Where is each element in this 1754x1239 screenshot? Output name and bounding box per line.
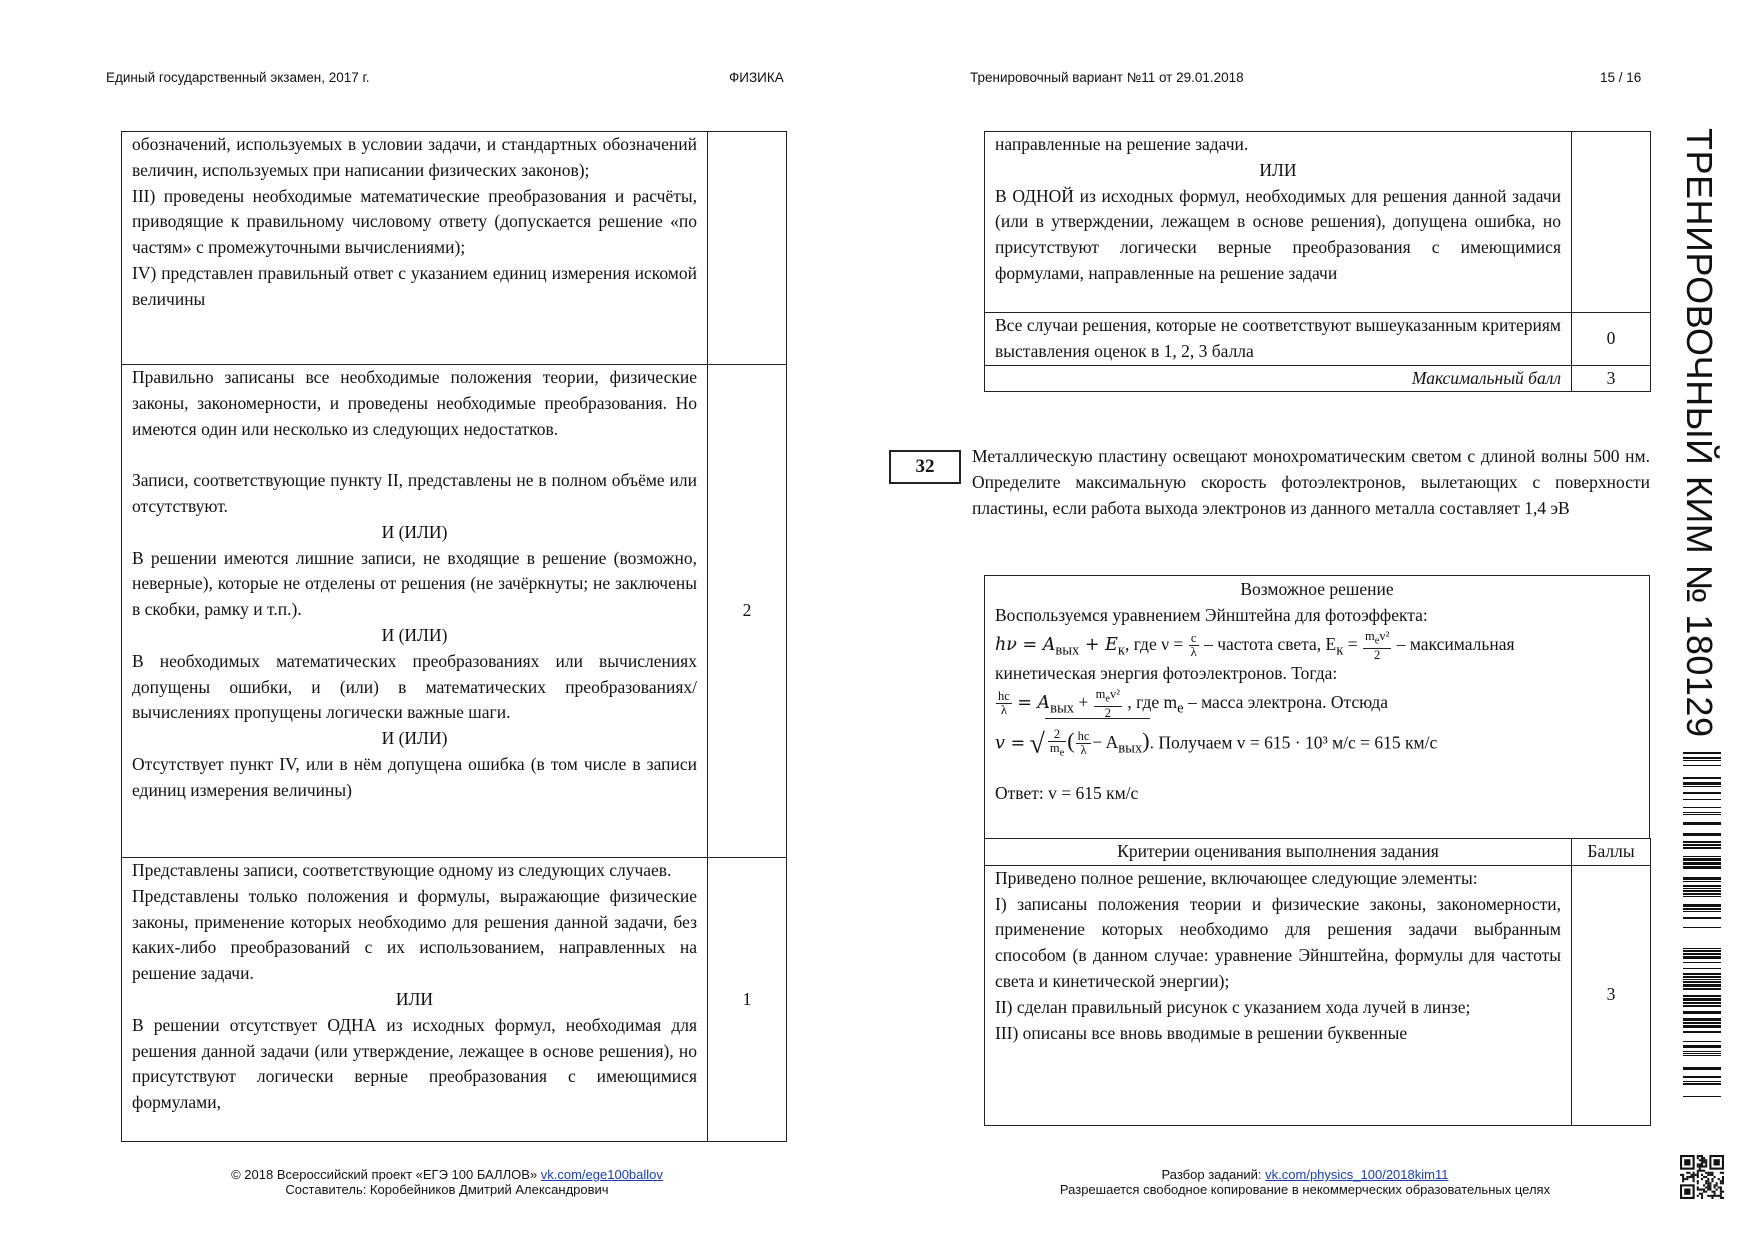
criteria-text xyxy=(122,858,708,1142)
max-score-value: 3 xyxy=(1572,365,1651,392)
formula-sub: e xyxy=(1059,747,1065,759)
criteria-paragraph: Представлены записи, соответствующие одному из следующих случаев. xyxy=(132,860,672,880)
formula-text: – масса электрона. Отсюда xyxy=(1183,692,1389,712)
or-separator: И (ИЛИ) xyxy=(381,624,448,645)
criteria-paragraph: В решении отсутствует ОДНА из исходных формул, необходимая для решения данной задачи (или утверждение, лежащее в основе решения), но присутствуют логически верные преобразования с имеющимися формулами, xyxy=(132,1014,697,1113)
score-header: Баллы xyxy=(1572,839,1651,866)
criteria-paragraph: направленные на решение задачи. xyxy=(995,134,1249,154)
fraction-numerator: hc xyxy=(1077,729,1090,744)
footer-analysis xyxy=(1020,1167,1590,1182)
formula-energy xyxy=(995,686,1639,718)
footer-right xyxy=(1020,1167,1590,1197)
solution-box xyxy=(984,575,1650,838)
formula-text: v² xyxy=(1110,687,1121,702)
page-number: 15 / 16 xyxy=(1600,70,1642,85)
criteria-paragraph: В решении имеются лишние записи, не входящие в решение (возможно, неверные), которые не отделены от решения (не зачёркнуты; не заключены в скобки, рамку и т.п.). xyxy=(132,547,697,620)
formula-velocity xyxy=(995,718,1639,762)
formula-text: hν = A xyxy=(995,635,1056,655)
criteria-paragraph: Записи, соответствующие пункту II, представлены не в полном объёме или отсутствуют. xyxy=(132,470,697,516)
criteria-paragraph: обозначений, используемых в условии задачи, и стандартных обозначений величин, используемых при написании физических законов); xyxy=(132,134,697,180)
side-title-text: ТРЕНИРОВОЧНЫЙ КИМ № 180129 xyxy=(1679,128,1720,738)
formula-text: , где m xyxy=(1127,692,1178,712)
side-title xyxy=(1670,128,1730,738)
task-text: Металлическую пластину освещают монохроматическим светом с длиной волны 500 нм. Определите максимальную скорость фотоэлектронов, вылетающих с поверхности пластины, если работа выхода электронов из данного металла составляет 1,4 эВ xyxy=(972,446,1650,518)
left-criteria-table xyxy=(121,131,787,1142)
fraction-numerator xyxy=(1094,688,1122,707)
formula-sub: e xyxy=(1374,635,1380,647)
formula-result: . Получаем v = 615 · 10³ м/с = 615 км/с xyxy=(1149,732,1438,753)
footer-author: Составитель: Коробейников Дмитрий Александрович xyxy=(285,1182,609,1197)
fraction xyxy=(1189,632,1199,659)
formula-text: m xyxy=(1049,741,1060,756)
fraction-denominator: 2 xyxy=(1104,705,1111,720)
criteria-text xyxy=(985,865,1572,1125)
footer-project-text: © 2018 Всероссийский проект «ЕГЭ 100 БАЛЛОВ» xyxy=(231,1167,538,1182)
fraction-denominator xyxy=(1048,742,1066,760)
criteria-header-row xyxy=(985,839,1651,866)
criteria-score: 2 xyxy=(708,365,787,858)
task-number: 32 xyxy=(889,450,961,484)
criteria-row-0 xyxy=(985,313,1651,366)
formula-sub: e xyxy=(1105,693,1111,705)
formula-text: v² xyxy=(1379,629,1390,644)
fraction-numerator: c xyxy=(1189,632,1199,646)
fraction-numerator: 2 xyxy=(1048,728,1066,742)
criteria-header: Критерии оценивания выполнения задания xyxy=(985,839,1572,866)
formula-sub: вых xyxy=(1055,642,1080,659)
formula-text: , где ν = xyxy=(1124,634,1184,654)
criteria-paragraph: II) сделан правильный рисунок с указанием хода лучей в линзе; xyxy=(995,996,1471,1017)
criteria-row-3 xyxy=(985,865,1651,1125)
footer-project-link[interactable]: vk.com/ege100ballov xyxy=(540,1167,663,1182)
formula-einstein xyxy=(995,628,1639,660)
fraction-denominator: λ xyxy=(1000,703,1007,718)
footer-license: Разрешается свободное копирование в некоммерческих образовательных целях xyxy=(1059,1182,1551,1197)
formula-sub: к xyxy=(1336,642,1344,659)
criteria-paragraph: Представлены только положения и формулы, выражающие физические законы, применение которых необходимо для решения данной задачи, без каких-либо преобразований с их использованием, направленных на решение задачи. xyxy=(132,885,697,984)
header-variant: Тренировочный вариант №11 от 29.01.2018 xyxy=(970,70,1244,85)
formula-text: = A xyxy=(1017,693,1051,713)
fraction xyxy=(1076,730,1092,757)
criteria-score: 3 xyxy=(1572,865,1651,1125)
header-subject: ФИЗИКА xyxy=(729,70,784,85)
task-criteria-table xyxy=(984,838,1651,1126)
formula-sub: e xyxy=(1177,700,1184,717)
qr-code-icon xyxy=(1680,1155,1724,1199)
solution-title: Возможное решение xyxy=(1240,579,1394,599)
fraction-numerator: hc xyxy=(998,689,1010,704)
formula-text: m xyxy=(1364,629,1375,644)
criteria-text: Все случаи решения, которые не соответствуют вышеуказанным критериям выставления оценок в 1, 2, 3 балла xyxy=(985,313,1572,366)
square-root xyxy=(1030,718,1150,771)
formula-text: = xyxy=(1343,634,1358,654)
criteria-paragraph: I) записаны положения теории и физические законы, закономерности, применение которых необходимо для решения задачи выбранным способом (в данном случае: уравнение Эйнштейна, формулы для частоты света и кинетической энергии); xyxy=(995,893,1561,991)
fraction-denominator: λ xyxy=(1190,645,1197,660)
fraction xyxy=(1048,728,1066,760)
fraction xyxy=(996,690,1012,717)
criteria-paragraph: III) проведены необходимые математические преобразования и расчёты, приводящие к правильному числовому ответу (допускается решение «по частям» с промежуточными вычислениями); xyxy=(132,185,697,258)
formula-text: + E xyxy=(1079,635,1118,655)
criteria-paragraph: Приведено полное решение, включающее следующие элементы: xyxy=(995,867,1478,888)
formula-sub: вых xyxy=(1050,700,1075,717)
formula-sub: вых xyxy=(1118,740,1143,757)
or-separator: ИЛИ xyxy=(1259,159,1297,180)
barcode-icon xyxy=(1683,752,1721,1102)
criteria-paragraph: III) описаны все вновь вводимые в решении буквенные xyxy=(995,1022,1408,1043)
fraction xyxy=(1363,630,1391,662)
or-separator: ИЛИ xyxy=(395,988,434,1009)
max-score-label: Максимальный балл xyxy=(985,365,1572,392)
criteria-text xyxy=(122,365,708,858)
criteria-score: 1 xyxy=(708,858,787,1142)
solution-intro: Воспользуемся уравнением Эйнштейна для фотоэффекта: xyxy=(995,605,1428,625)
solution-answer: Ответ: v = 615 км/с xyxy=(995,783,1139,803)
radical-sign: √ xyxy=(1029,728,1045,760)
formula-text: + xyxy=(1074,692,1089,712)
criteria-row-2 xyxy=(122,365,787,858)
criteria-row-3-continued xyxy=(122,132,787,365)
footer-project xyxy=(205,1167,689,1182)
footer-analysis-text: Разбор заданий: xyxy=(1161,1167,1262,1182)
or-separator: И (ИЛИ) xyxy=(381,728,448,749)
fraction-numerator xyxy=(1363,630,1391,649)
formula-text: − A xyxy=(1092,732,1119,752)
formula-text: – частота света, E xyxy=(1204,634,1337,654)
criteria-paragraph: IV) представлен правильный ответ с указанием единиц измерения искомой величины xyxy=(132,262,697,309)
criteria-text xyxy=(985,132,1572,313)
formula-text: m xyxy=(1095,687,1106,702)
criteria-text xyxy=(122,132,708,365)
fraction-denominator: λ xyxy=(1080,743,1087,758)
fraction xyxy=(1094,688,1122,720)
radicand: $\frac{2}{m_e}$ ( $\frac{hc}{\lambda}$ − $A_{вых}$) xyxy=(1045,718,1150,771)
criteria-score: 0 xyxy=(1572,313,1651,366)
criteria-score xyxy=(708,132,787,365)
right-criteria-table xyxy=(984,131,1651,392)
criteria-paragraph: В необходимых математических преобразованиях или вычислениях допущены ошибки, и (или) в математических преобразованиях/ вычислениях пропущены логически важные шаги. xyxy=(132,650,697,723)
header-exam-name: Единый государственный экзамен, 2017 г. xyxy=(106,70,370,85)
criteria-paragraph: Отсутствует пункт IV, или в нём допущена ошибка (в том числе в записи единиц измерения величины) xyxy=(132,753,697,800)
criteria-paragraph: В ОДНОЙ из исходных формул, необходимых для решения данной задачи (или в утверждении, лежащем в основе решения), допущена ошибка, но присутствуют логически верные преобразования с имеющимися формулами, направленные на решение задачи xyxy=(995,185,1561,283)
criteria-row-1 xyxy=(122,858,787,1142)
criteria-paragraph: Правильно записаны все необходимые положения теории, физические законы, закономерности, и проведены необходимые преобразования. Но имеются один или несколько из следующих недостатков. xyxy=(132,367,697,439)
criteria-row-1-continued xyxy=(985,132,1651,313)
max-score-row xyxy=(985,365,1651,392)
or-separator: И (ИЛИ) xyxy=(381,521,448,542)
formula-text: v = xyxy=(995,733,1026,754)
footer-left xyxy=(205,1167,689,1197)
formula-text: – максимальная xyxy=(1396,634,1515,654)
footer-analysis-link[interactable]: vk.com/physics_100/2018kim11 xyxy=(1265,1167,1449,1182)
fraction-denominator: 2 xyxy=(1374,647,1381,662)
solution-line: кинетическая энергия фотоэлектронов. Тогда: xyxy=(995,663,1338,683)
formula-sub: к xyxy=(1117,642,1125,659)
